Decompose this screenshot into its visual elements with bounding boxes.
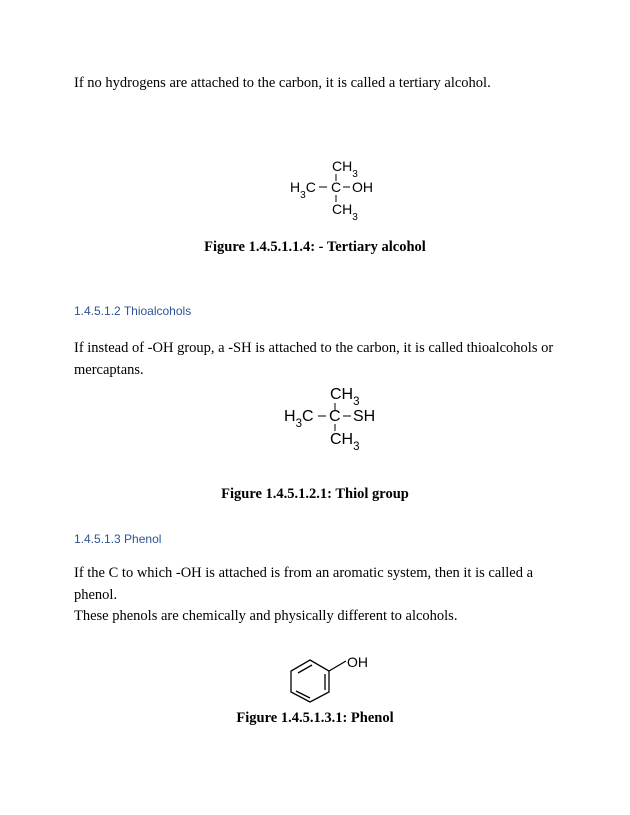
thiol-top-methyl: $CH_3$ bbox=[330, 386, 360, 408]
tertiary-central-carbon: C bbox=[331, 179, 342, 195]
tertiary-left-methyl: $H_3C$ bbox=[290, 179, 316, 201]
thiol-bottom-methyl: $CH_3$ bbox=[330, 431, 360, 452]
phenol-caption: Figure 1.4.5.1.3.1: Phenol bbox=[236, 710, 394, 726]
tertiary-top-methyl: $CH_3$ bbox=[332, 158, 358, 180]
phenol-structure bbox=[284, 648, 384, 704]
thiol-central-carbon: C bbox=[329, 408, 341, 425]
phenol-heading: 1.4.5.1.3 Phenol bbox=[74, 532, 162, 546]
phenol-paragraph-2: These phenols are chemically and physically different to alcohols. bbox=[74, 608, 458, 624]
tertiary-alcohol-caption: Figure 1.4.5.1.1.4: - Tertiary alcohol bbox=[204, 239, 426, 255]
thiol-caption: Figure 1.4.5.1.2.1: Thiol group bbox=[221, 486, 409, 502]
tertiary-alcohol-paragraph: If no hydrogens are attached to the carbon, it is called a tertiary alcohol. bbox=[74, 75, 491, 91]
tertiary-bottom-methyl: $CH_3$ bbox=[332, 201, 358, 220]
phenol-paragraph-1: If the C to which -OH is attached is from an aromatic system, then it is called a phenol. bbox=[74, 565, 534, 603]
tertiary-alcohol-structure bbox=[286, 154, 386, 220]
thioalcohol-paragraph: If instead of -OH group, a -SH is attached to the carbon, it is called thioalcohols or mercaptans. bbox=[74, 340, 554, 378]
thiol-structure bbox=[280, 380, 390, 452]
phenol-hydroxyl: OH bbox=[347, 654, 368, 670]
thioalcohols-heading: 1.4.5.1.2 Thioalcohols bbox=[74, 304, 192, 318]
tertiary-hydroxyl: OH bbox=[352, 179, 373, 195]
thiol-sulfhydryl: SH bbox=[353, 408, 376, 425]
thiol-left-methyl: $H_3C$ bbox=[284, 408, 314, 430]
benzene-ring bbox=[291, 660, 346, 702]
